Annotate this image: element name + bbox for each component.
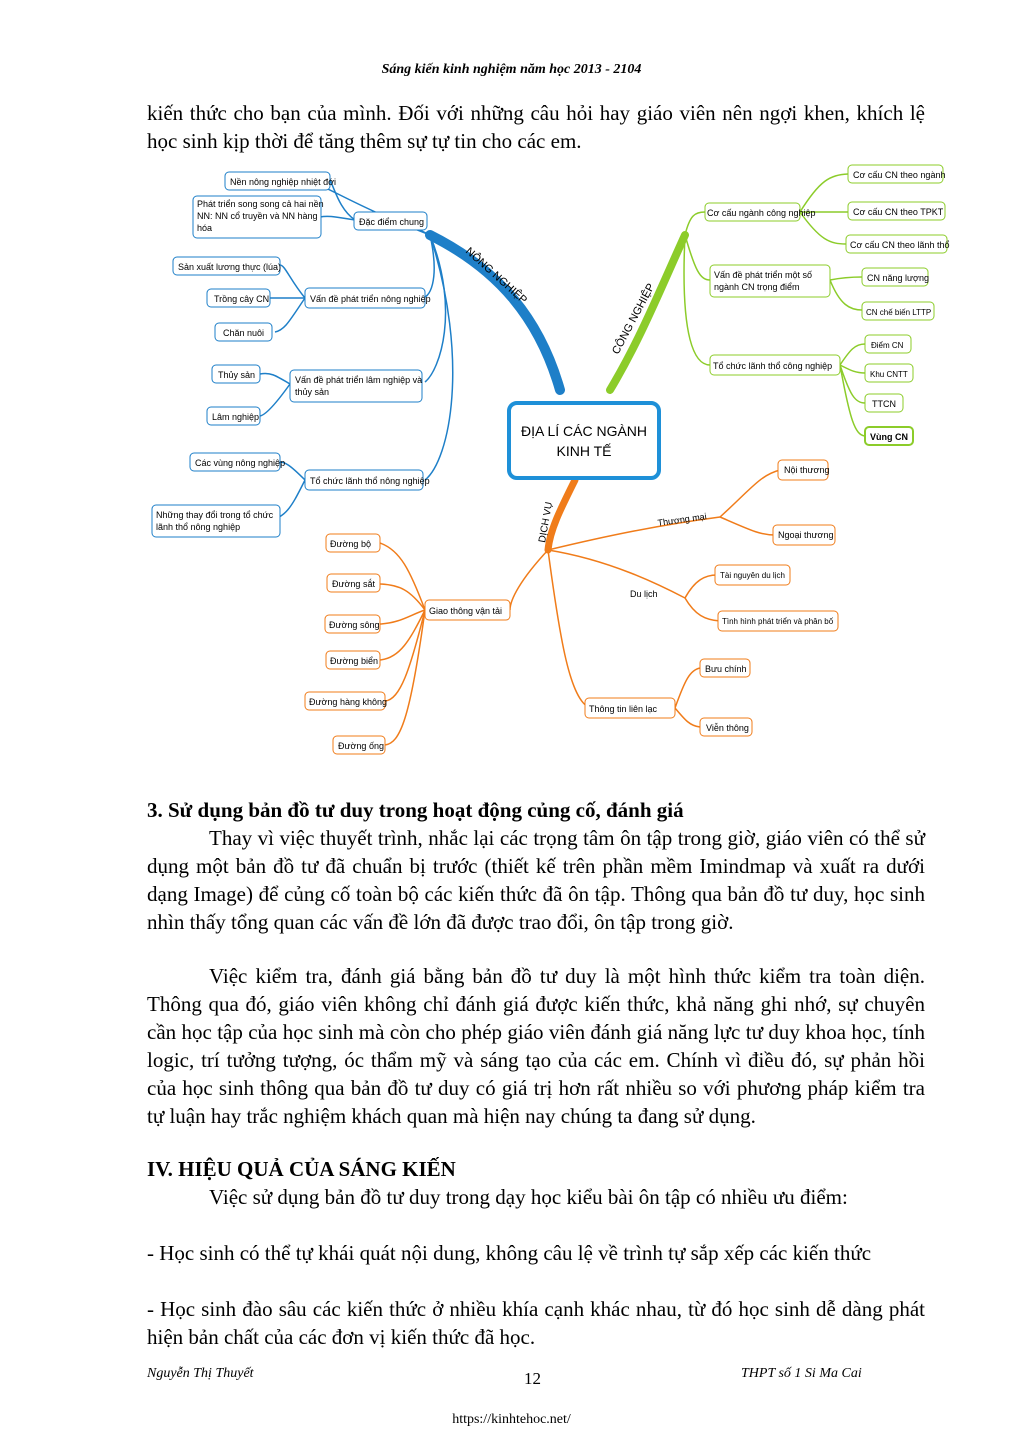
page-header: Sáng kiến kinh nghiệm năm học 2013 - 2104 (381, 62, 642, 77)
node-vien-thong: Viễn thông (706, 723, 749, 733)
node-co-cau-nganh: Cơ cấu ngành công nghiệp (707, 208, 816, 218)
agriculture-branch (430, 235, 560, 390)
industry-branch (610, 235, 685, 390)
node-duong-ong: Đường ống (338, 741, 384, 751)
node-ttcn: TTCN (872, 399, 896, 409)
bullet-1: - Học sinh có thể tự khái quát nội dung, không câu lệ về trình tự sắp xếp các kiến thức (147, 1241, 872, 1265)
node-duong-hang-khong: Đường hàng không (309, 697, 387, 707)
node-nhung-thay-doi-2: lãnh thổ nông nghiệp (156, 522, 241, 532)
node-khu-cntt: Khu CNTT (870, 370, 908, 379)
center-title-2: KINH TẾ (556, 443, 612, 459)
node-phat-trien-song-song-2: NN: NN cổ truyền và NN hàng (197, 211, 318, 221)
node-cn-nang-luong: CN năng lượng (867, 273, 929, 283)
node-duong-bo: Đường bộ (330, 539, 371, 549)
intro-paragraph: kiến thức cho bạn của mình. Đối với những câu hỏi hay giáo viên nên ngợi khen, khích lệ học sinh kịp thời để tăng thêm sự tự tin cho các em. (147, 101, 925, 153)
node-diem-cn: Điểm CN (871, 341, 904, 350)
node-thuy-san: Thủy sản (218, 370, 256, 380)
node-cn-che-bien: CN chế biến LTTP (866, 308, 932, 317)
section3-paragraph-2: Việc kiểm tra, đánh giá bằng bản đồ tư duy là một hình thức kiểm tra toàn diện. Thông qua đó, giáo viên không chỉ đánh giá được kiến thức, khả năng ghi nhớ, sự chuyên cần học tập của học sinh mà còn cho phép giáo viên đánh giá năng lực tư duy khoa học, tính logic, trí tưởng tượng, óc thẩm mỹ và sáng tạo của các em. Chính vì điều đó, sự phản hồi của học sinh thông qua bản đồ tư duy có giá trị hơn rất nhiều so với phương pháp kiểm tra tự luận hay trắc nghiệm khách quan mà hiện nay chúng ta đang sử dụng. (147, 964, 925, 1128)
footer-author: Nguyễn Thị Thuyết (147, 1366, 254, 1381)
node-van-de-nn: Vấn đề phát triển nông nghiệp (310, 294, 431, 304)
section3-title: 3. Sử dụng bản đồ tư duy trong hoạt động củng cố, đánh giá (147, 798, 684, 822)
center-node (509, 403, 659, 478)
node-van-de-cn-2: ngành CN trọng điểm (714, 282, 800, 292)
node-ngoai-thuong: Ngoại thương (778, 530, 834, 540)
section4-paragraph-1: Việc sử dụng bản đồ tư duy trong dạy học kiểu bài ôn tập có nhiều ưu điểm: (209, 1185, 848, 1209)
node-nhung-thay-doi-1: Những thay đổi trong tổ chức (156, 510, 274, 520)
section3-paragraph-1: Thay vì việc thuyết trình, nhắc lại các trọng tâm ôn tập trong giờ, giáo viên có thể sử dụng một bản đồ tư đã chuẩn bị trước (thiết kế trên phần mềm Imindmap và xuất ra dưới dạng Image) để củng cố toàn bộ các kiến thức đã ôn tập. Thông qua bản đồ tư duy, học sinh nhìn thấy tổng quan các vấn đề lớn đã được trao đổi, ôn tập trong giờ. (147, 826, 925, 934)
node-du-lich: Du lịch (630, 589, 658, 599)
node-duong-bien: Đường biển (330, 656, 378, 666)
node-phat-trien-song-song-3: hóa (197, 223, 213, 233)
branch-label-industry: CÔNG NGHIỆP (610, 281, 658, 357)
node-thuong-mai: Thương mại (656, 511, 708, 528)
footer-school: THPT số 1 Si Ma Cai (741, 1366, 862, 1381)
node-tinh-hinh: Tình hình phát triển và phân bố (722, 617, 834, 626)
bullet-2: - Học sinh đào sâu các kiến thức ở nhiều khía cạnh khác nhau, từ đó học sinh dễ dàng phát hiện bản chất của các đơn vị kiến thức đã học. (147, 1297, 925, 1349)
node-san-xuat-luong-thuc: Sản xuất lương thực (lúa) (178, 262, 281, 272)
node-to-chuc-nn: Tổ chức lãnh thổ nông nghiệp (310, 476, 430, 486)
node-lam-nghiep: Lâm nghiệp (212, 412, 260, 422)
node-noi-thuong: Nội thương (784, 465, 830, 475)
node-tai-nguyen: Tài nguyên du lịch (720, 571, 785, 580)
node-duong-sat: Đường sắt (332, 579, 375, 589)
page-number: 12 (524, 1369, 541, 1388)
node-trong-cay-cn: Trồng cây CN (214, 294, 270, 304)
node-vung-cn: Vùng CN (870, 432, 908, 442)
section4-title: IV. HIỆU QUẢ CỦA SÁNG KIẾN (147, 1157, 456, 1181)
node-phat-trien-song-song-1: Phát triển song song cả hai nền (197, 199, 324, 209)
node-to-chuc-cn: Tổ chức lãnh thổ công nghiệp (713, 361, 833, 371)
node-van-de-lam-thuy-2: thủy sản (295, 387, 330, 397)
node-cac-vung-nn: Các vùng nông nghiệp (195, 458, 286, 468)
branch-label-agriculture: NÔNG NGHIỆP (462, 245, 530, 307)
node-nen-nong-nghiep: Nền nông nghiệp nhiệt đới (230, 177, 336, 187)
node-thong-tin: Thông tin liên lạc (589, 704, 658, 714)
node-theo-lanh-tho: Cơ cấu CN theo lãnh thổ (850, 240, 950, 250)
center-title-1: ĐỊA LÍ CÁC NGÀNH (520, 423, 648, 439)
mind-map (140, 160, 960, 770)
source-url: https://kinhtehoc.net/ (452, 1412, 571, 1427)
node-chan-nuoi: Chăn nuôi (223, 328, 265, 338)
node-dac-diem-chung: Đặc điểm chung (359, 217, 425, 227)
node-theo-nganh: Cơ cấu CN theo ngành (853, 170, 946, 180)
node-buu-chinh: Bưu chính (705, 664, 747, 674)
node-van-de-cn-1: Vấn đề phát triển một số (714, 270, 813, 280)
node-giao-thong: Giao thông vận tải (429, 606, 503, 616)
node-van-de-lam-thuy-1: Vấn đề phát triển lâm nghiệp và (295, 375, 423, 385)
node-theo-tpkt: Cơ cấu CN theo TPKT (853, 207, 944, 217)
node-duong-song: Đường sông (329, 620, 380, 630)
branch-label-services: DỊCH VỤ (537, 501, 556, 544)
